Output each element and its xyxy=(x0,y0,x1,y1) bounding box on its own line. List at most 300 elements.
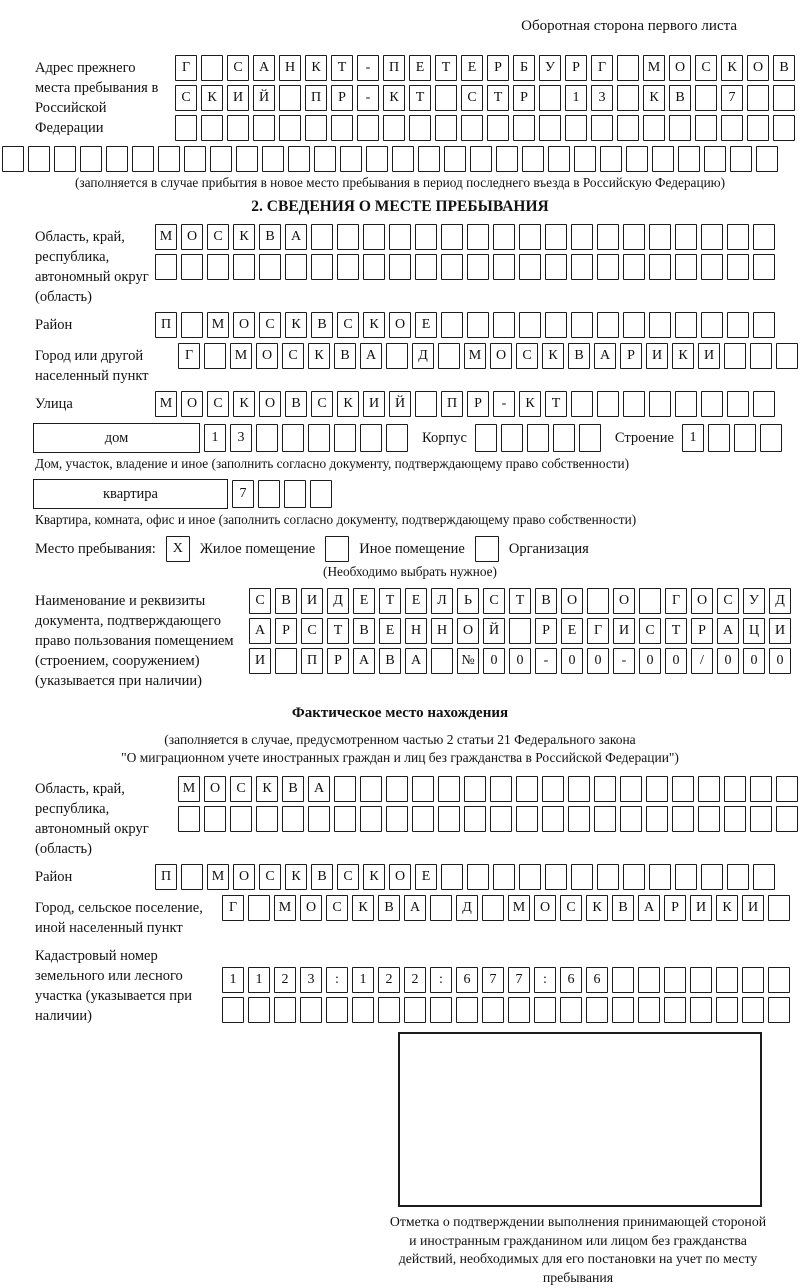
form-cell[interactable] xyxy=(623,312,645,338)
form-cell[interactable] xyxy=(695,115,717,141)
form-cell[interactable] xyxy=(256,806,278,832)
form-cell[interactable] xyxy=(106,146,128,172)
form-cell[interactable]: Р xyxy=(565,55,587,81)
form-cell[interactable]: С xyxy=(326,895,348,921)
form-cell[interactable] xyxy=(753,391,775,417)
form-cell[interactable] xyxy=(435,85,457,111)
form-cell[interactable]: П xyxy=(383,55,405,81)
form-cell[interactable]: С xyxy=(483,588,505,614)
form-cell[interactable]: А xyxy=(360,343,382,369)
form-cell[interactable]: М xyxy=(508,895,530,921)
form-cell[interactable]: Л xyxy=(431,588,453,614)
form-cell[interactable] xyxy=(201,115,223,141)
form-cell[interactable]: И xyxy=(646,343,668,369)
form-cell[interactable] xyxy=(747,115,769,141)
form-cell[interactable] xyxy=(704,146,726,172)
form-cell[interactable] xyxy=(279,85,301,111)
form-cell[interactable]: Г xyxy=(175,55,197,81)
form-cell[interactable] xyxy=(357,115,379,141)
form-cell[interactable]: В xyxy=(275,588,297,614)
form-cell[interactable] xyxy=(386,343,408,369)
form-cell[interactable] xyxy=(597,312,619,338)
form-cell[interactable]: 7 xyxy=(482,967,504,993)
form-cell[interactable] xyxy=(412,776,434,802)
form-cell[interactable]: - xyxy=(493,391,515,417)
form-cell[interactable] xyxy=(727,254,749,280)
form-cell[interactable] xyxy=(571,224,593,250)
form-cell[interactable] xyxy=(389,254,411,280)
form-cell[interactable]: О xyxy=(204,776,226,802)
form-cell[interactable]: 0 xyxy=(509,648,531,674)
form-cell[interactable] xyxy=(678,146,700,172)
form-cell[interactable] xyxy=(623,864,645,890)
form-cell[interactable] xyxy=(730,146,752,172)
form-cell[interactable]: И xyxy=(698,343,720,369)
form-cell[interactable] xyxy=(623,224,645,250)
form-cell[interactable] xyxy=(509,618,531,644)
form-cell[interactable]: С xyxy=(207,224,229,250)
form-cell[interactable] xyxy=(285,254,307,280)
form-cell[interactable] xyxy=(675,864,697,890)
form-cell[interactable]: О xyxy=(490,343,512,369)
form-cell[interactable] xyxy=(690,967,712,993)
form-cell[interactable]: В xyxy=(259,224,281,250)
form-cell[interactable] xyxy=(461,115,483,141)
form-cell[interactable] xyxy=(308,806,330,832)
form-cell[interactable] xyxy=(467,254,489,280)
form-cell[interactable] xyxy=(586,997,608,1023)
form-cell[interactable]: Е xyxy=(461,55,483,81)
form-cell[interactable]: В xyxy=(669,85,691,111)
form-cell[interactable]: : xyxy=(430,967,452,993)
form-cell[interactable] xyxy=(727,864,749,890)
form-cell[interactable] xyxy=(337,224,359,250)
form-cell[interactable] xyxy=(617,55,639,81)
form-cell[interactable] xyxy=(768,997,790,1023)
form-cell[interactable] xyxy=(431,648,453,674)
form-cell[interactable] xyxy=(768,895,790,921)
form-cell[interactable]: Т xyxy=(665,618,687,644)
form-cell[interactable]: О xyxy=(389,864,411,890)
form-cell[interactable]: Р xyxy=(535,618,557,644)
form-cell[interactable] xyxy=(279,115,301,141)
form-cell[interactable] xyxy=(597,254,619,280)
form-cell[interactable] xyxy=(496,146,518,172)
form-cell[interactable] xyxy=(539,115,561,141)
form-cell[interactable]: Р xyxy=(620,343,642,369)
form-cell[interactable]: - xyxy=(613,648,635,674)
form-cell[interactable]: : xyxy=(326,967,348,993)
form-cell[interactable]: К xyxy=(352,895,374,921)
form-cell[interactable] xyxy=(534,997,556,1023)
form-cell[interactable] xyxy=(675,391,697,417)
form-cell[interactable]: П xyxy=(301,648,323,674)
form-cell[interactable] xyxy=(54,146,76,172)
form-cell[interactable] xyxy=(210,146,232,172)
form-cell[interactable] xyxy=(501,424,523,452)
form-cell[interactable]: М xyxy=(155,224,177,250)
form-cell[interactable] xyxy=(597,391,619,417)
form-cell[interactable]: Й xyxy=(389,391,411,417)
form-cell[interactable]: 6 xyxy=(560,967,582,993)
house-type-box[interactable]: дом xyxy=(33,423,200,453)
form-cell[interactable] xyxy=(288,146,310,172)
form-cell[interactable] xyxy=(444,146,466,172)
form-cell[interactable]: Н xyxy=(279,55,301,81)
form-cell[interactable] xyxy=(230,806,252,832)
form-cell[interactable] xyxy=(776,343,798,369)
form-cell[interactable]: 0 xyxy=(587,648,609,674)
form-cell[interactable]: 1 xyxy=(682,424,704,452)
checkbox-residential[interactable]: X xyxy=(166,536,190,562)
form-cell[interactable] xyxy=(331,115,353,141)
form-cell[interactable] xyxy=(597,864,619,890)
form-cell[interactable] xyxy=(560,997,582,1023)
form-cell[interactable]: С xyxy=(337,864,359,890)
form-cell[interactable]: С xyxy=(175,85,197,111)
form-cell[interactable] xyxy=(386,806,408,832)
form-cell[interactable] xyxy=(675,312,697,338)
form-cell[interactable]: С xyxy=(301,618,323,644)
form-cell[interactable] xyxy=(441,224,463,250)
form-cell[interactable]: И xyxy=(363,391,385,417)
form-cell[interactable] xyxy=(545,312,567,338)
form-cell[interactable]: М xyxy=(643,55,665,81)
form-cell[interactable] xyxy=(548,146,570,172)
form-cell[interactable] xyxy=(768,967,790,993)
form-cell[interactable]: Е xyxy=(379,618,401,644)
form-cell[interactable]: Е xyxy=(405,588,427,614)
form-cell[interactable]: 2 xyxy=(274,967,296,993)
checkbox-other-premises[interactable] xyxy=(325,536,349,562)
form-cell[interactable]: В xyxy=(285,391,307,417)
form-cell[interactable] xyxy=(482,997,504,1023)
form-cell[interactable]: : xyxy=(534,967,556,993)
form-cell[interactable] xyxy=(675,224,697,250)
form-cell[interactable]: У xyxy=(539,55,561,81)
form-cell[interactable] xyxy=(441,864,463,890)
form-cell[interactable] xyxy=(594,776,616,802)
form-cell[interactable]: А xyxy=(594,343,616,369)
form-cell[interactable] xyxy=(248,997,270,1023)
form-cell[interactable]: И xyxy=(301,588,323,614)
form-cell[interactable] xyxy=(493,864,515,890)
form-cell[interactable] xyxy=(274,997,296,1023)
form-cell[interactable]: Е xyxy=(415,864,437,890)
form-cell[interactable]: В xyxy=(353,618,375,644)
form-cell[interactable]: М xyxy=(207,312,229,338)
form-cell[interactable] xyxy=(571,391,593,417)
form-cell[interactable]: Р xyxy=(691,618,713,644)
form-cell[interactable]: С xyxy=(249,588,271,614)
form-cell[interactable] xyxy=(363,224,385,250)
form-cell[interactable] xyxy=(571,312,593,338)
form-cell[interactable] xyxy=(664,997,686,1023)
form-cell[interactable] xyxy=(646,806,668,832)
form-cell[interactable] xyxy=(155,254,177,280)
form-cell[interactable]: Г xyxy=(591,55,613,81)
form-cell[interactable]: Т xyxy=(509,588,531,614)
form-cell[interactable] xyxy=(571,864,593,890)
form-cell[interactable] xyxy=(571,254,593,280)
form-cell[interactable] xyxy=(545,224,567,250)
form-cell[interactable] xyxy=(360,776,382,802)
form-cell[interactable] xyxy=(259,254,281,280)
form-cell[interactable]: Е xyxy=(561,618,583,644)
form-cell[interactable]: В xyxy=(282,776,304,802)
form-cell[interactable]: 7 xyxy=(721,85,743,111)
form-cell[interactable]: М xyxy=(230,343,252,369)
form-cell[interactable] xyxy=(493,254,515,280)
form-cell[interactable] xyxy=(672,806,694,832)
form-cell[interactable] xyxy=(701,864,723,890)
form-cell[interactable] xyxy=(776,776,798,802)
form-cell[interactable] xyxy=(305,115,327,141)
form-cell[interactable]: 7 xyxy=(508,967,530,993)
form-cell[interactable] xyxy=(493,224,515,250)
form-cell[interactable] xyxy=(594,806,616,832)
form-cell[interactable]: С xyxy=(695,55,717,81)
form-cell[interactable]: А xyxy=(717,618,739,644)
form-cell[interactable]: 0 xyxy=(717,648,739,674)
form-cell[interactable]: С xyxy=(516,343,538,369)
form-cell[interactable]: Д xyxy=(456,895,478,921)
form-cell[interactable] xyxy=(256,424,278,452)
form-cell[interactable]: С xyxy=(230,776,252,802)
form-cell[interactable] xyxy=(430,997,452,1023)
form-cell[interactable] xyxy=(258,480,280,508)
form-cell[interactable] xyxy=(467,864,489,890)
form-cell[interactable]: 2 xyxy=(378,967,400,993)
form-cell[interactable] xyxy=(475,424,497,452)
form-cell[interactable] xyxy=(201,55,223,81)
form-cell[interactable] xyxy=(742,967,764,993)
form-cell[interactable] xyxy=(639,588,661,614)
form-cell[interactable] xyxy=(262,146,284,172)
form-cell[interactable]: Ц xyxy=(743,618,765,644)
form-cell[interactable]: В xyxy=(568,343,590,369)
form-cell[interactable]: В xyxy=(535,588,557,614)
form-cell[interactable] xyxy=(383,115,405,141)
form-cell[interactable] xyxy=(519,312,541,338)
form-cell[interactable] xyxy=(664,967,686,993)
form-cell[interactable] xyxy=(236,146,258,172)
form-cell[interactable]: В xyxy=(379,648,401,674)
form-cell[interactable]: К xyxy=(383,85,405,111)
form-cell[interactable]: О xyxy=(561,588,583,614)
form-cell[interactable]: Т xyxy=(409,85,431,111)
form-cell[interactable]: 6 xyxy=(456,967,478,993)
form-cell[interactable]: Т xyxy=(545,391,567,417)
form-cell[interactable]: С xyxy=(207,391,229,417)
form-cell[interactable] xyxy=(545,864,567,890)
form-cell[interactable] xyxy=(282,424,304,452)
form-cell[interactable] xyxy=(337,254,359,280)
form-cell[interactable]: П xyxy=(305,85,327,111)
form-cell[interactable]: 1 xyxy=(565,85,587,111)
form-cell[interactable]: А xyxy=(285,224,307,250)
form-cell[interactable] xyxy=(753,312,775,338)
form-cell[interactable] xyxy=(441,312,463,338)
form-cell[interactable] xyxy=(222,997,244,1023)
form-cell[interactable]: Д xyxy=(327,588,349,614)
form-cell[interactable] xyxy=(441,254,463,280)
form-cell[interactable]: 0 xyxy=(639,648,661,674)
form-cell[interactable] xyxy=(178,806,200,832)
form-cell[interactable]: А xyxy=(638,895,660,921)
form-cell[interactable] xyxy=(568,776,590,802)
form-cell[interactable]: О xyxy=(181,391,203,417)
form-cell[interactable]: Й xyxy=(483,618,505,644)
form-cell[interactable] xyxy=(643,115,665,141)
form-cell[interactable] xyxy=(392,146,414,172)
form-cell[interactable]: О xyxy=(669,55,691,81)
form-cell[interactable] xyxy=(386,776,408,802)
form-cell[interactable]: Н xyxy=(431,618,453,644)
form-cell[interactable]: Е xyxy=(415,312,437,338)
form-cell[interactable]: К xyxy=(256,776,278,802)
form-cell[interactable]: О xyxy=(457,618,479,644)
form-cell[interactable]: А xyxy=(253,55,275,81)
form-cell[interactable] xyxy=(181,312,203,338)
form-cell[interactable]: 0 xyxy=(743,648,765,674)
form-cell[interactable] xyxy=(80,146,102,172)
form-cell[interactable] xyxy=(750,776,772,802)
form-cell[interactable]: О xyxy=(181,224,203,250)
form-cell[interactable]: О xyxy=(259,391,281,417)
form-cell[interactable]: П xyxy=(441,391,463,417)
form-cell[interactable]: А xyxy=(308,776,330,802)
form-cell[interactable]: О xyxy=(256,343,278,369)
form-cell[interactable] xyxy=(750,343,772,369)
form-cell[interactable]: С xyxy=(337,312,359,338)
form-cell[interactable] xyxy=(669,115,691,141)
form-cell[interactable] xyxy=(366,146,388,172)
form-cell[interactable] xyxy=(620,806,642,832)
form-cell[interactable]: Р xyxy=(467,391,489,417)
form-cell[interactable] xyxy=(430,895,452,921)
form-cell[interactable] xyxy=(734,424,756,452)
form-cell[interactable] xyxy=(649,391,671,417)
form-cell[interactable] xyxy=(716,997,738,1023)
form-cell[interactable]: О xyxy=(613,588,635,614)
form-cell[interactable]: 0 xyxy=(665,648,687,674)
form-cell[interactable]: 0 xyxy=(561,648,583,674)
form-cell[interactable] xyxy=(724,343,746,369)
form-cell[interactable] xyxy=(716,967,738,993)
form-cell[interactable] xyxy=(482,895,504,921)
form-cell[interactable] xyxy=(438,343,460,369)
form-cell[interactable]: Т xyxy=(327,618,349,644)
form-cell[interactable]: К xyxy=(201,85,223,111)
form-cell[interactable]: М xyxy=(178,776,200,802)
form-cell[interactable] xyxy=(409,115,431,141)
form-cell[interactable]: И xyxy=(690,895,712,921)
form-cell[interactable] xyxy=(311,254,333,280)
form-cell[interactable]: О xyxy=(747,55,769,81)
form-cell[interactable] xyxy=(695,85,717,111)
form-cell[interactable] xyxy=(132,146,154,172)
form-cell[interactable] xyxy=(649,224,671,250)
form-cell[interactable] xyxy=(727,224,749,250)
form-cell[interactable] xyxy=(300,997,322,1023)
form-cell[interactable]: - xyxy=(535,648,557,674)
form-cell[interactable] xyxy=(773,115,795,141)
form-cell[interactable] xyxy=(2,146,24,172)
form-cell[interactable] xyxy=(412,806,434,832)
form-cell[interactable]: О xyxy=(300,895,322,921)
form-cell[interactable]: 0 xyxy=(483,648,505,674)
form-cell[interactable] xyxy=(340,146,362,172)
form-cell[interactable] xyxy=(612,997,634,1023)
form-cell[interactable]: Р xyxy=(327,648,349,674)
form-cell[interactable] xyxy=(617,115,639,141)
form-cell[interactable] xyxy=(623,391,645,417)
form-cell[interactable] xyxy=(522,146,544,172)
form-cell[interactable]: 3 xyxy=(591,85,613,111)
form-cell[interactable] xyxy=(456,997,478,1023)
form-cell[interactable]: К xyxy=(308,343,330,369)
form-cell[interactable]: 3 xyxy=(230,424,252,452)
form-cell[interactable] xyxy=(464,776,486,802)
form-cell[interactable]: К xyxy=(337,391,359,417)
form-cell[interactable] xyxy=(467,312,489,338)
form-cell[interactable]: Р xyxy=(487,55,509,81)
form-cell[interactable] xyxy=(620,776,642,802)
form-cell[interactable] xyxy=(516,806,538,832)
form-cell[interactable]: М xyxy=(464,343,486,369)
form-cell[interactable] xyxy=(519,254,541,280)
form-cell[interactable]: С xyxy=(259,864,281,890)
form-cell[interactable] xyxy=(435,115,457,141)
form-cell[interactable] xyxy=(701,254,723,280)
form-cell[interactable] xyxy=(626,146,648,172)
form-cell[interactable] xyxy=(493,312,515,338)
form-cell[interactable] xyxy=(542,806,564,832)
form-cell[interactable] xyxy=(675,254,697,280)
form-cell[interactable]: К xyxy=(586,895,608,921)
form-cell[interactable] xyxy=(438,806,460,832)
form-cell[interactable] xyxy=(724,806,746,832)
form-cell[interactable]: 2 xyxy=(404,967,426,993)
form-cell[interactable] xyxy=(587,588,609,614)
form-cell[interactable] xyxy=(386,424,408,452)
form-cell[interactable] xyxy=(776,806,798,832)
form-cell[interactable] xyxy=(415,391,437,417)
form-cell[interactable]: С xyxy=(259,312,281,338)
form-cell[interactable] xyxy=(181,864,203,890)
form-cell[interactable] xyxy=(248,895,270,921)
form-cell[interactable]: И xyxy=(613,618,635,644)
form-cell[interactable]: С xyxy=(639,618,661,644)
form-cell[interactable]: 1 xyxy=(248,967,270,993)
form-cell[interactable] xyxy=(565,115,587,141)
form-cell[interactable] xyxy=(282,806,304,832)
form-cell[interactable]: Т xyxy=(487,85,509,111)
form-cell[interactable] xyxy=(378,997,400,1023)
form-cell[interactable]: 1 xyxy=(222,967,244,993)
form-cell[interactable]: Т xyxy=(435,55,457,81)
form-cell[interactable]: С xyxy=(227,55,249,81)
form-cell[interactable]: К xyxy=(643,85,665,111)
form-cell[interactable] xyxy=(672,776,694,802)
form-cell[interactable]: Е xyxy=(353,588,375,614)
form-cell[interactable] xyxy=(519,864,541,890)
form-cell[interactable]: И xyxy=(227,85,249,111)
form-cell[interactable] xyxy=(527,424,549,452)
form-cell[interactable] xyxy=(568,806,590,832)
form-cell[interactable]: К xyxy=(233,224,255,250)
